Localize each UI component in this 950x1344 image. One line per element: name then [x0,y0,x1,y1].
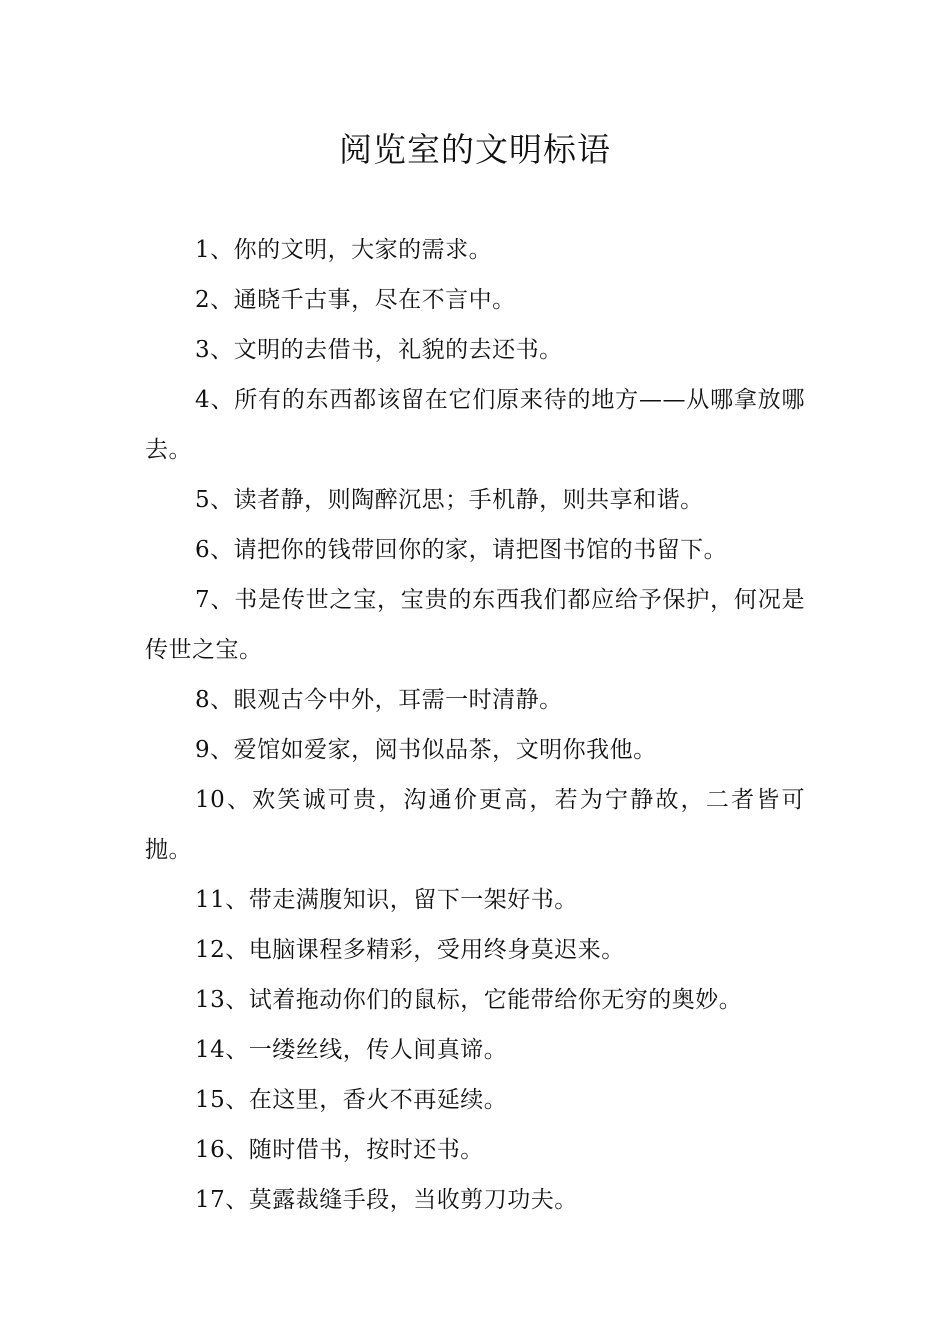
slogan-item-2: 2、通晓千古事，尽在不言中。 [195,287,516,313]
slogan-item-9: 9、爱馆如爱家，阅书似品茶，文明你我他。 [195,737,657,763]
slogan-list [145,225,805,1225]
slogan-item-14: 14、一缕丝线，传人间真谛。 [195,1037,508,1063]
slogan-item-1: 1、你的文明，大家的需求。 [195,237,493,263]
slogan-item-15: 15、在这里，香火不再延续。 [195,1087,508,1113]
slogan-item-10: 10、欢笑诚可贵，沟通价更高，若为宁静故，二者皆可抛。 [145,787,805,863]
slogan-item-11: 11、带走满腹知识，留下一架好书。 [195,887,578,913]
slogan-item-4: 4、所有的东西都该留在它们原来待的地方——从哪拿放哪去。 [145,387,805,463]
slogan-item-17: 17、莫露裁缝手段，当收剪刀功夫。 [195,1187,578,1213]
slogan-item-5: 5、读者静，则陶醉沉思；手机静，则共享和谐。 [195,487,704,513]
slogan-item-16: 16、随时借书，按时还书。 [195,1137,484,1163]
slogan-item-7: 7、书是传世之宝，宝贵的东西我们都应给予保护，何况是传世之宝。 [145,587,805,663]
slogan-item-3: 3、文明的去借书，礼貌的去还书。 [195,337,563,363]
page-title: 阅览室的文明标语 [339,130,611,169]
slogan-item-8: 8、眼观古今中外，耳需一时清静。 [195,687,563,713]
slogan-item-12: 12、电脑课程多精彩，受用终身莫迟来。 [195,937,625,963]
slogan-item-13: 13、试着拖动你们的鼠标，它能带给你无穷的奥妙。 [195,987,743,1013]
slogan-item-6: 6、请把你的钱带回你的家，请把图书馆的书留下。 [195,537,728,563]
